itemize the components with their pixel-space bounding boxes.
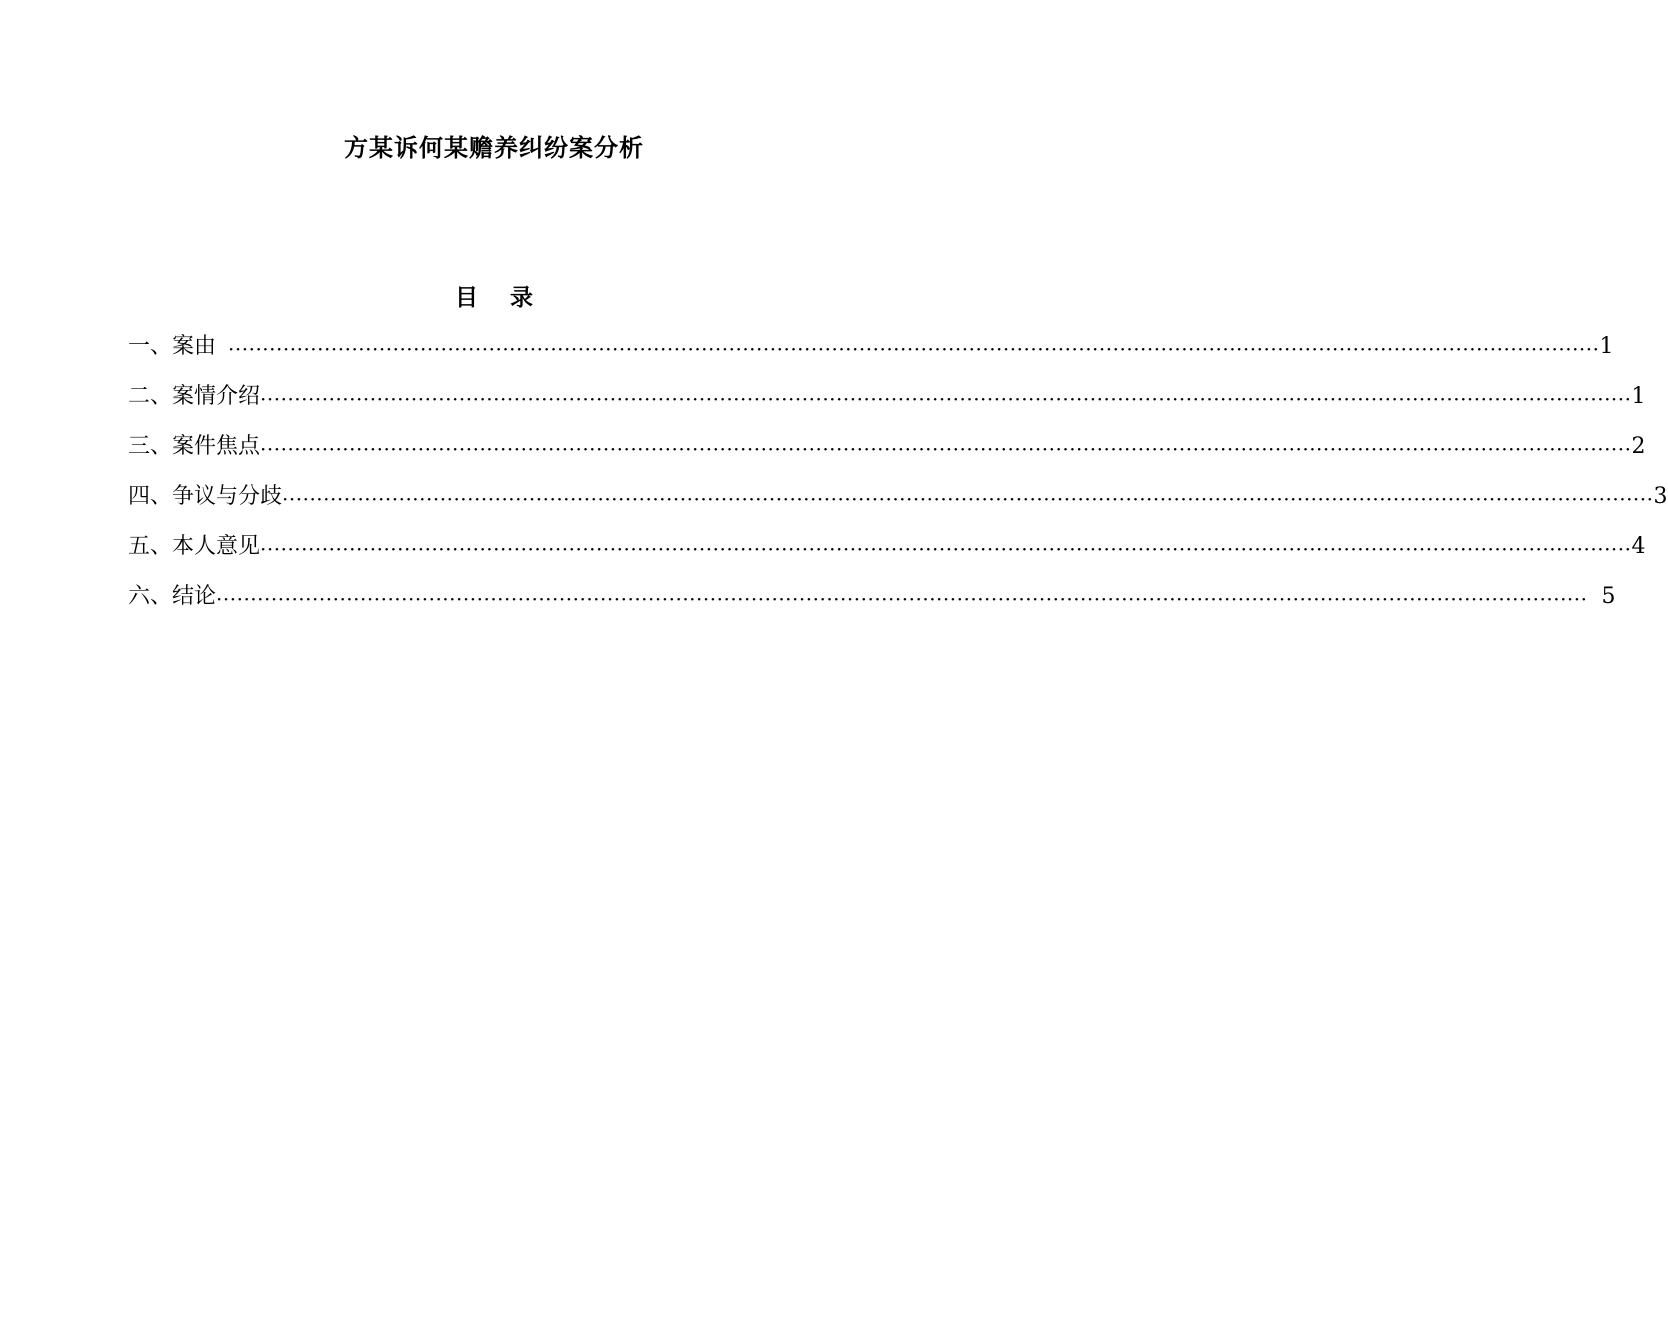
toc-entry-page: 3 [1653, 484, 1668, 509]
toc-entry-label: 六、结论 [128, 584, 217, 609]
toc-entry-page: 2 [1631, 434, 1646, 459]
document-title: 方某诉何某赡养纠纷案分析 [344, 133, 644, 162]
toc-dot-leader: ········································································································································································································ [282, 487, 1654, 511]
toc-entry-personal-opinion[interactable] [128, 530, 1646, 564]
toc-dot-leader: ········································································································································································································ [260, 387, 1632, 411]
toc-dot-leader: ········································································································································································································ [216, 587, 1588, 611]
toc-entry-label: 五、本人意见 [128, 534, 261, 559]
toc-entry-page: 1 [1631, 384, 1646, 409]
toc-entry-label: 三、案件焦点 [128, 434, 261, 459]
toc-entry-page: 1 [1599, 334, 1614, 359]
toc-heading: 目 录 [454, 284, 534, 311]
toc-entry-case-facts[interactable] [128, 380, 1646, 414]
toc-entry-page: 5 [1601, 584, 1616, 609]
toc-dot-leader: ········································································································································································································ [260, 537, 1632, 561]
toc-entry-label: 四、争议与分歧 [128, 484, 283, 509]
toc-entry-case-cause[interactable] [128, 330, 1614, 364]
toc-entry-label: 一、案由 [128, 334, 217, 359]
toc-entry-conclusion[interactable] [128, 580, 1616, 614]
toc-entry-disputes[interactable] [128, 480, 1668, 514]
toc-dot-leader: ········································································································································································································ [228, 337, 1600, 361]
toc-entry-case-focus[interactable] [128, 430, 1646, 464]
toc-dot-leader: ········································································································································································································ [260, 437, 1632, 461]
toc-entry-label: 二、案情介绍 [128, 384, 261, 409]
toc-entry-page: 4 [1631, 534, 1646, 559]
